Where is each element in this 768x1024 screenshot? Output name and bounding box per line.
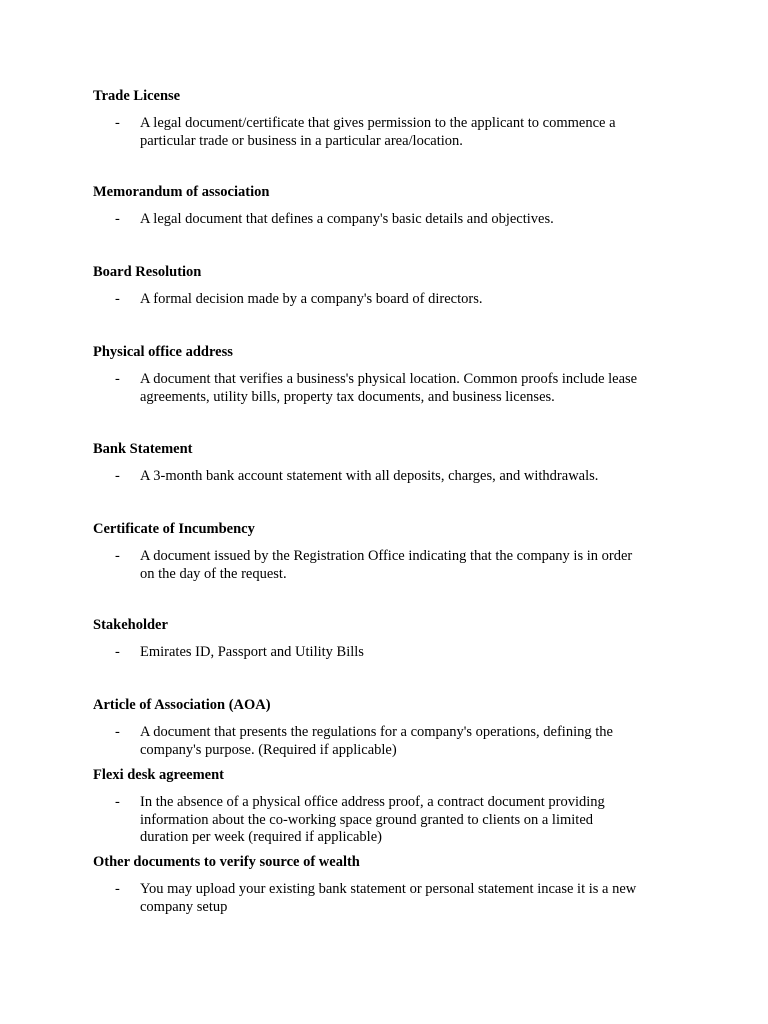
dash-bullet: -: [115, 371, 120, 387]
section-certificate-of-incumbency: [93, 521, 693, 583]
item-line: You may upload your existing bank statement or personal statement incase it is a new: [140, 881, 637, 897]
bullet-item: [93, 881, 693, 916]
dash-bullet: -: [115, 211, 120, 227]
bullet-item: [93, 644, 693, 662]
bullet-item: [93, 371, 693, 406]
section-stakeholder: [93, 617, 693, 662]
section-heading: Bank Statement: [93, 441, 193, 457]
dash-bullet: -: [115, 468, 120, 484]
item-line: company's purpose. (Required if applicable): [140, 741, 397, 758]
section-heading: Other documents to verify source of wealth: [93, 854, 360, 870]
dash-bullet: -: [115, 881, 120, 897]
item-line: A legal document that defines a company's basic details and objectives.: [140, 211, 554, 227]
item-line: particular trade or business in a particular area/location.: [140, 132, 463, 149]
section-board-resolution: [93, 264, 693, 309]
bullet-item: [93, 468, 693, 486]
dash-bullet: -: [115, 644, 120, 660]
bullet-item: [93, 211, 693, 229]
bullet-item: [93, 724, 693, 759]
dash-bullet: -: [115, 291, 120, 307]
section-heading: Memorandum of association: [93, 184, 270, 200]
item-line: A document issued by the Registration Office indicating that the company is in order: [140, 548, 633, 564]
item-line: duration per week (required if applicable): [140, 829, 382, 845]
section-heading: Board Resolution: [93, 264, 202, 280]
section-physical-office-address: [93, 344, 693, 406]
section-heading: Article of Association (AOA): [93, 697, 271, 713]
section-trade-license: [93, 88, 693, 150]
item-line: In the absence of a physical office address proof, a contract document providing: [140, 794, 605, 810]
item-line: company setup: [140, 898, 228, 915]
item-line: A document that verifies a business's physical location. Common proofs include lease: [140, 371, 638, 387]
item-line: A formal decision made by a company's board of directors.: [140, 291, 483, 307]
section-flexi-desk-agreement: [93, 767, 693, 847]
item-line: A document that presents the regulations for a company's operations, defining the: [140, 724, 613, 740]
bullet-item: [93, 794, 693, 847]
dash-bullet: -: [115, 794, 120, 810]
item-line: A 3-month bank account statement with all deposits, charges, and withdrawals.: [140, 468, 599, 484]
section-heading: Flexi desk agreement: [93, 767, 225, 783]
section-heading: Trade License: [93, 88, 181, 104]
item-line: on the day of the request.: [140, 565, 287, 582]
section-article-of-association: [93, 697, 693, 759]
section-heading: Stakeholder: [93, 617, 168, 633]
section-heading: Physical office address: [93, 344, 233, 360]
section-memorandum-of-association: [93, 184, 693, 229]
dash-bullet: -: [115, 115, 120, 131]
bullet-item: [93, 115, 693, 150]
section-bank-statement: [93, 441, 693, 486]
item-line: agreements, utility bills, property tax documents, and business licenses.: [140, 388, 555, 405]
item-line: A legal document/certificate that gives permission to the applicant to commence a: [140, 115, 616, 131]
item-line: information about the co-working space ground granted to clients on a limited: [140, 811, 594, 828]
dash-bullet: -: [115, 548, 120, 564]
item-line: Emirates ID, Passport and Utility Bills: [140, 644, 364, 660]
section-source-of-wealth: [93, 854, 693, 916]
bullet-item: [93, 548, 693, 583]
bullet-item: [93, 291, 693, 309]
section-heading: Certificate of Incumbency: [93, 521, 255, 537]
dash-bullet: -: [115, 724, 120, 740]
